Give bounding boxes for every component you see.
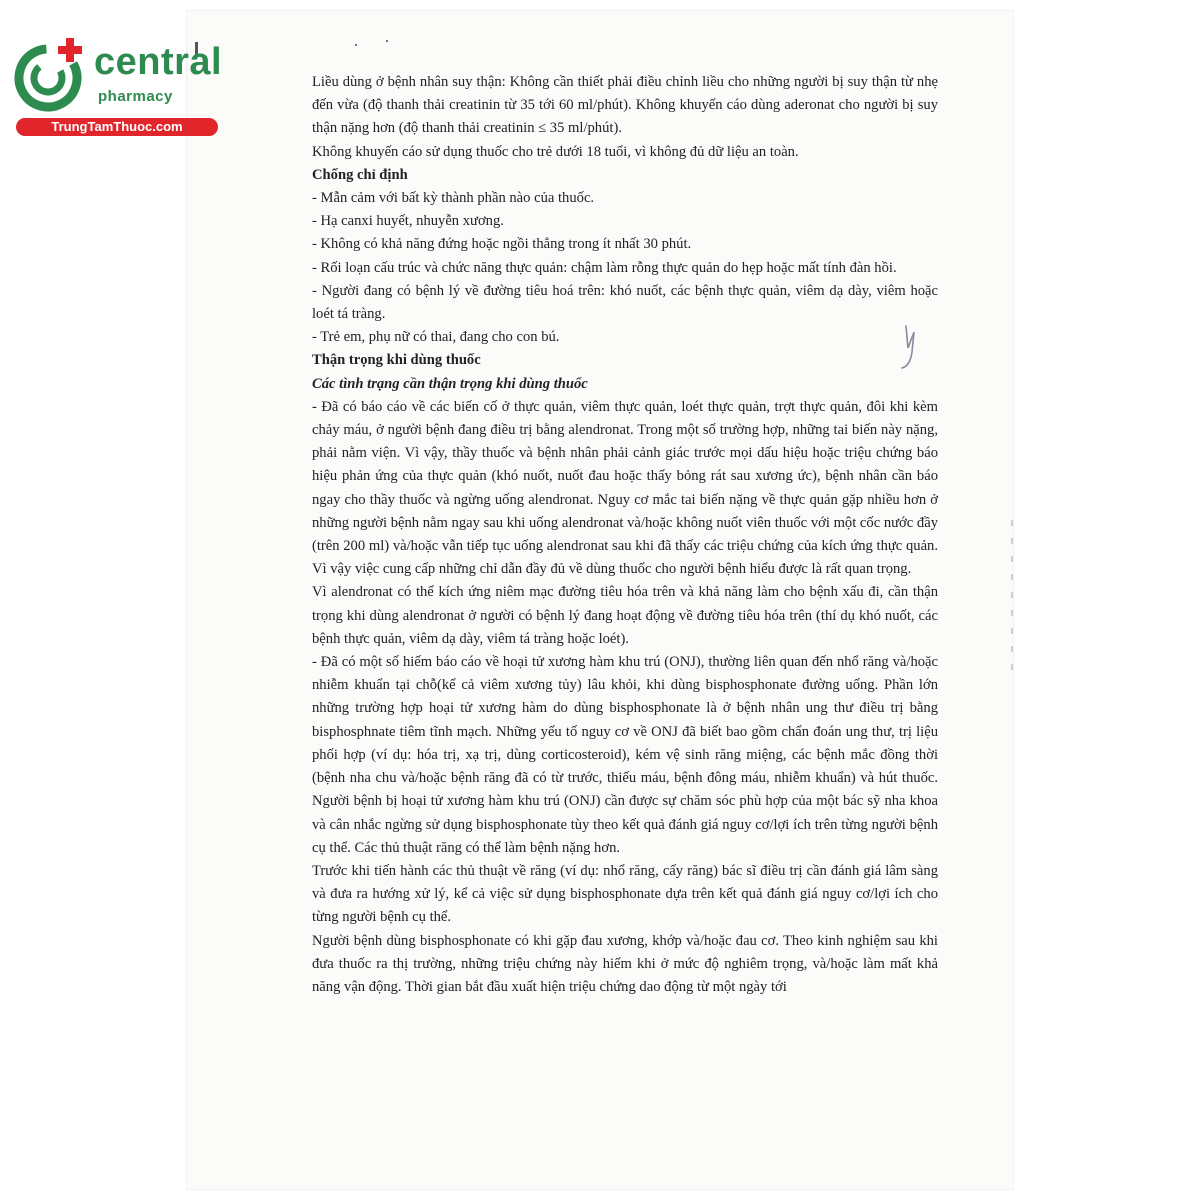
pharmacy-logo: [8, 36, 223, 146]
paragraph: Liều dùng ở bệnh nhân suy thận: Không cần thiết phải điều chỉnh liều cho những người bị suy thận từ nhẹ đến vừa (độ thanh thải creatinin từ 35 tới 60 ml/phút). Không khuyến cáo dùng aderonat cho người bị suy thận nặng hơn (độ thanh thải creatinin ≤ 35 ml/phút).: [312, 74, 938, 137]
scan-artifact-dot: [355, 44, 357, 46]
paragraph: - Đã có báo cáo về các biến cố ở thực quản, viêm thực quản, loét thực quản, trợt thực quản, đôi khi kèm chảy máu, ở người bệnh đang điều trị bằng alendronat. Trong một số trường hợp, những tai biến này nặng, phải nằm viện. Vì vậy, thầy thuốc và bệnh nhân phải cảnh giác trước mọi dấu hiệu hoặc triệu chứng báo hiệu phản ứng của thực quản (khó nuốt, nuốt đau hoặc thấy bỏng rát sau xương ức), bệnh nhân cần báo ngay cho thầy thuốc và ngừng uống alendronat. Nguy cơ mắc tai biến nặng về thực quản gặp nhiều hơn ở những người bệnh nằm ngay sau khi uống alendronat và/hoặc không nuốt viên thuốc với một cốc nước đầy (trên 200 ml) và/hoặc vẫn tiếp tục uống alendronat sau khi đã thấy các triệu chứng của kích ứng thực quản. Vì vậy việc cung cấp những chỉ dẫn đầy đủ về dùng thuốc cho người bệnh hiểu được là rất quan trọng.: [312, 398, 938, 578]
central-pharmacy-logo-icon: [12, 36, 92, 116]
logo-sub-text: pharmacy: [98, 88, 173, 105]
paragraph: Trước khi tiến hành các thủ thuật về răng (ví dụ: nhổ răng, cấy răng) bác sĩ điều trị cần đánh giá lâm sàng và đưa ra hướng xử lý, kể cả việc sử dụng bisphosphonate dựa trên kết quả đánh giá nguy cơ/lợi ích cho từng người bệnh cụ thể.: [312, 862, 938, 926]
section-subheading: Các tình trạng cần thận trọng khi dùng thuốc: [312, 375, 588, 392]
paragraph: Vì alendronat có thể kích ứng niêm mạc đường tiêu hóa trên và khả năng làm cho bệnh xấu đi, cần thận trọng khi dùng alendronat ở người có bệnh lý đang hoạt động về đường tiêu hóa trên (thí dụ khó nuốt, các bệnh thực quản, viêm dạ dày, viêm tá tràng hoặc loét).: [312, 584, 938, 647]
scan-artifact-dot: [386, 40, 388, 42]
list-item: - Người đang có bệnh lý về đường tiêu hoá trên: khó nuốt, các bệnh thực quản, viêm dạ dày, viêm hoặc loét tá tràng.: [312, 282, 938, 323]
section-heading: Chống chỉ định: [312, 166, 408, 183]
paragraph: Người bệnh dùng bisphosphonate có khi gặp đau xương, khớp và/hoặc đau cơ. Theo kinh nghiệm sau khi đưa thuốc ra thị trường, những triệu chứng này hiếm khi ở mức độ nghiêm trọng, và/hoặc làm mất khả năng vận động. Thời gian bắt đầu xuất hiện triệu chứng dao động từ một ngày tới: [312, 932, 938, 995]
paragraph: - Đã có một số hiếm báo cáo về hoại tử xương hàm khu trú (ONJ), thường liên quan đến nhổ răng và/hoặc nhiễm khuẩn tại chỗ(kể cả viêm xương tủy) lâu khỏi, khi dùng bisphosphonate đường uống. Phần lớn những trường hợp hoại tử xương hàm do dùng bisphosphonate là ở bệnh nhân ung thư điều trị bằng bisphosphnate tiêm tĩnh mạch. Những yếu tố nguy cơ về ONJ đã biết bao gồm chẩn đoán ung thư, trị liệu phối hợp (ví dụ: hóa trị, xạ trị, dùng corticosteroid), kém vệ sinh răng miệng, các bệnh mắc đồng thời (bệnh nha chu và/hoặc bệnh răng đã có từ trước, thiếu máu, bệnh đông máu, nhiễm khuẩn) và hút thuốc. Người bệnh bị hoại tử xương hàm khu trú (ONJ) cần được sự chăm sóc phù hợp của một bác sỹ nha khoa và cân nhắc ngừng sử dụng bisphosphonate tùy theo kết quả đánh giá nguy cơ/lợi ích trên từng người bệnh cụ thể. Các thủ thuật răng có thể làm bệnh nặng hơn.: [312, 654, 938, 856]
list-item: - Hạ canxi huyết, nhuyễn xương.: [312, 213, 504, 230]
list-item: - Không có khả năng đứng hoặc ngồi thẳng trong ít nhất 30 phút.: [312, 236, 692, 253]
paragraph: Không khuyến cáo sử dụng thuốc cho trẻ dưới 18 tuổi, vì không đủ dữ liệu an toàn.: [312, 143, 799, 160]
list-item: - Trẻ em, phụ nữ có thai, đang cho con bú.: [312, 329, 560, 346]
list-item: - Rối loạn cấu trúc và chức năng thực quản: chậm làm rỗng thực quản do hẹp hoặc mất tính đàn hồi.: [312, 259, 897, 276]
document-body: [312, 71, 938, 999]
scan-artifact-edge: [1011, 520, 1013, 670]
logo-brand-text: central: [94, 41, 223, 83]
section-heading: Thận trọng khi dùng thuốc: [312, 352, 481, 369]
logo-url-badge: TrungTamThuoc.com: [16, 118, 218, 136]
list-item: - Mẫn cảm với bất kỳ thành phần nào của thuốc.: [312, 190, 595, 207]
